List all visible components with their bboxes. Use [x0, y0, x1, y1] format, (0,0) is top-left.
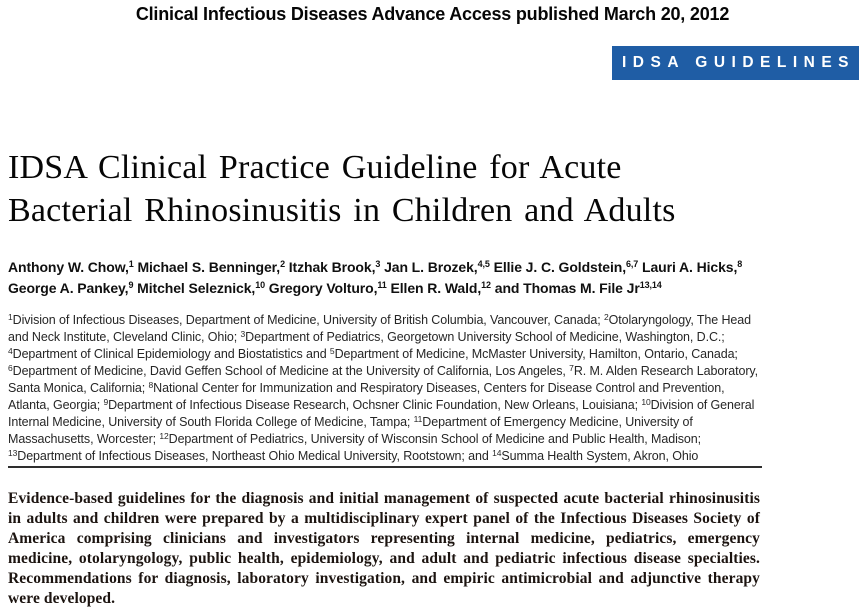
idsa-guidelines-banner-label: IDSA GUIDELINES: [622, 54, 855, 71]
article-title: [8, 146, 798, 232]
section-divider-rule: [8, 466, 762, 468]
article-title-line-2: Bacterial Rhinosinusitis in Children and Adults: [8, 192, 676, 229]
idsa-guidelines-banner: [612, 46, 859, 80]
article-title-line-1: IDSA Clinical Practice Guideline for Acute: [8, 149, 622, 186]
author-byline-line-1: Anthony W. Chow,$^1$ Michael S. Benninger,$^2$ Itzhak Brook,$^3$ Jan L. Brozek,$^{4,5}$ Ellie J. C. Goldstein,$^{6,7}$ Lauri A. Hicks,$^8$: [8, 259, 743, 275]
author-byline-line-2: George A. Pankey,$^9$ Mitchel Seleznick,$^{10}$ Gregory Volturo,$^{11}$ Ellen R. Wald,$^{12}$ and Thomas M. File Jr$^{13,14}$: [8, 280, 662, 296]
abstract-paragraph: Evidence-based guidelines for the diagnosis and initial management of suspected acute bacterial rhinosinusitis in adults and children were prepared by a multidisciplinary expert panel of the Infectious Diseases Society of America comprising clinicians and investigators representing internal medicine, pediatrics, emergency medicine, otolaryngology, public health, epidemiology, and adult and pediatric infectious disease specialties. Recommendations for diagnosis, laboratory investigation, and empiric antimicrobial and adjunctive therapy were developed.: [8, 490, 760, 607]
author-byline: [8, 257, 798, 299]
affiliations-note: $^1$Division of Infectious Diseases, Department of Medicine, University of British Columbia, Vancouver, Canada; $^2$Otolaryngology, The Head and Neck Institute, Cleveland Clinic, Ohio; $^3$Department of Pediatrics, Georgetown University School of Medicine, Washington, D.C.; $^4$Department of Clinical Epidemiology and Biostatistics and $^5$Department of Medicine, McMaster University, Hamilton, Ontario, Canada; $^6$Department of Medicine, David Geffen School of Medicine at the University of California, Los Angeles, $^7$R. M. Alden Research Laboratory, Santa Monica, California; $^8$National Center for Immunization and Respiratory Diseases, Centers for Disease Control and Prevention, Atlanta, Georgia; $^9$Department of Infectious Disease Research, Ochsner Clinic Foundation, New Orleans, Louisiana; $^{10}$Division of General Internal Medicine, University of South Florida College of Medicine, Tampa; $^{11}$Department of Emergency Medicine, University of Massachusetts, Worcester; $^{12}$Department of Pediatrics, University of Wisconsin School of Medicine and Public Health, Madison; $^{13}$Department of Infectious Diseases, Northeast Ohio Medical University, Rootstown; and $^{14}$Summa Health System, Akron, Ohio: [8, 312, 758, 463]
journal-masthead: Clinical Infectious Diseases Advance Access published March 20, 2012: [135, 4, 730, 24]
